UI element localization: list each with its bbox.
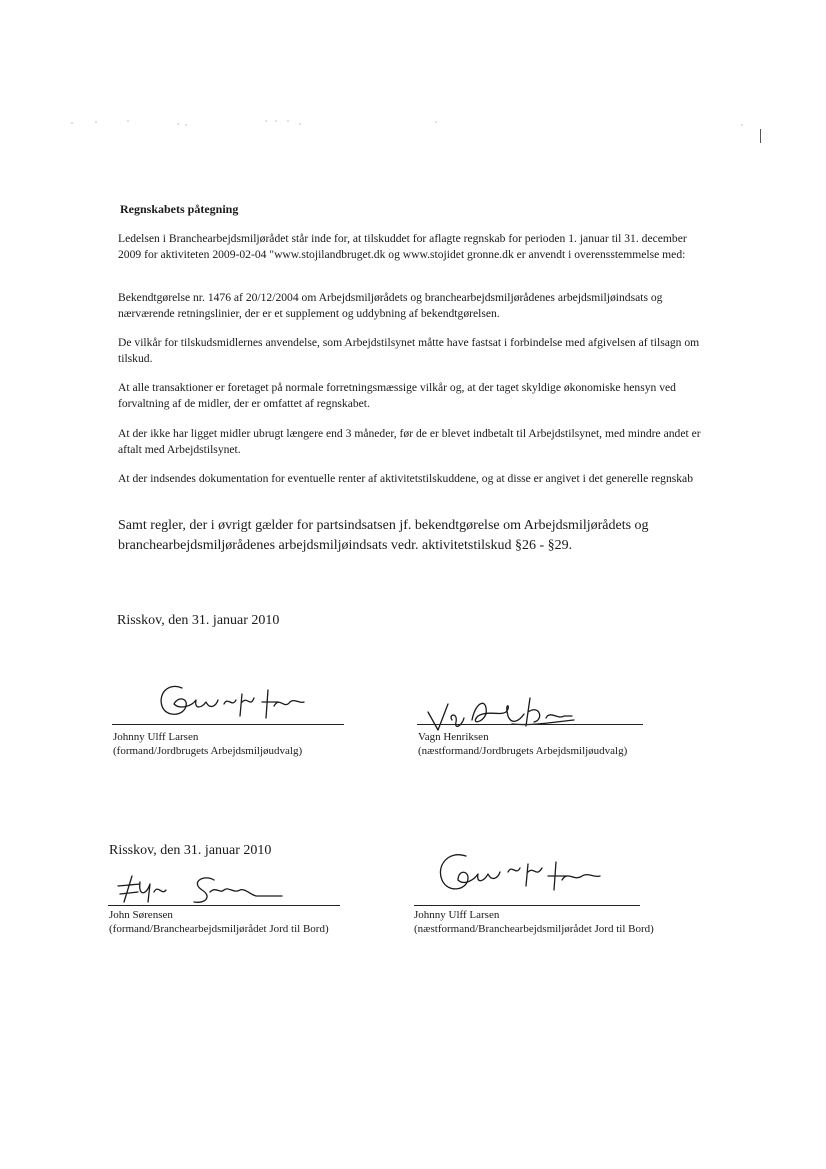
signature-johnny-ulff-larsen-2 [428,846,608,906]
paragraph-midler: At der ikke har ligget midler ubrugt længere end 3 måneder, før de er blevet indbetalt til Arbejdstilsynet, med mindre andet er aftalt med Arbejdstilsynet. [118,427,701,456]
signature-line-1 [112,724,344,725]
place-date-2: Risskov, den 31. januar 2010 [109,843,272,858]
signatory-2 [418,730,627,758]
document-title: Regnskabets påtegning [120,202,239,216]
signatory-3-role: (formand/Branchearbejdsmiljørådet Jord til Bord) [109,923,329,935]
signatory-3 [109,908,329,936]
paragraph-regler: Samt regler, der i øvrigt gælder for partsindsatsen jf. bekendtgørelse om Arbejdsmiljørådets og branchearbejdsmiljørådenes arbejdsmiljøindsats vedr. aktivitetstilskud §26 - §29. [118,518,649,553]
signature-john-soerensen [110,862,290,908]
paragraph-transaktioner: At alle transaktioner er foretaget på normale forretningsmæssige vilkår og, at der taget skyldige økonomiske hensyn ved forvaltning af de midler, der er omfattet af regnskabet. [118,381,676,410]
signatory-1-name: Johnny Ulff Larsen [113,731,199,743]
signatory-1-role: (formand/Jordbrugets Arbejdsmiljøudvalg) [113,745,303,757]
signatory-1 [113,730,302,758]
paragraph-vilkaar: De vilkår for tilskudsmidlernes anvendelse, som Arbejdstilsynet måtte have fastsat i forbindelse med afgivelsen af tilsagn om tilskud. [118,336,700,365]
signature-line-3 [108,905,340,906]
signature-line-2 [417,724,643,725]
signatory-4-role: (næstformand/Branchearbejdsmiljørådet Jord til Bord) [414,923,654,935]
signatory-2-name: Vagn Henriksen [418,731,489,743]
signatory-3-name: John Sørensen [109,909,173,921]
signatory-2-role: (næstformand/Jordbrugets Arbejdsmiljøudvalg) [418,745,628,757]
signatory-4-name: Johnny Ulff Larsen [414,909,500,921]
signature-vagn-henriksen [408,690,578,734]
signature-line-4 [414,905,640,906]
signatory-4 [414,908,654,936]
scan-noise [0,0,826,200]
signature-johnny-ulff-larsen [150,676,320,726]
paragraph-renter: At der indsendes dokumentation for eventuelle renter af aktivitetstilskuddene, og at disse er angivet i det generelle regnskab [118,472,693,485]
scan-mark [760,129,761,143]
place-date-1: Risskov, den 31. januar 2010 [117,613,280,628]
paragraph-intro: Ledelsen i Branchearbejdsmiljørådet står inde for, at tilskuddet for aflagte regnskab for perioden 1. januar til 31. december 2009 for aktiviteten 2009-02-04 "www.stojilandbruget.dk og www.stojidet gronne.dk er anvendt i overensstemmelse med: [118,232,687,261]
paragraph-bekendtgoerelse: Bekendtgørelse nr. 1476 af 20/12/2004 om Arbejdsmiljørådets og branchearbejdsmiljørådenes arbejdsmiljøindsats og nærværende retningslinier, der er et supplement og uddybning af bekendtgørelsen. [118,291,663,320]
